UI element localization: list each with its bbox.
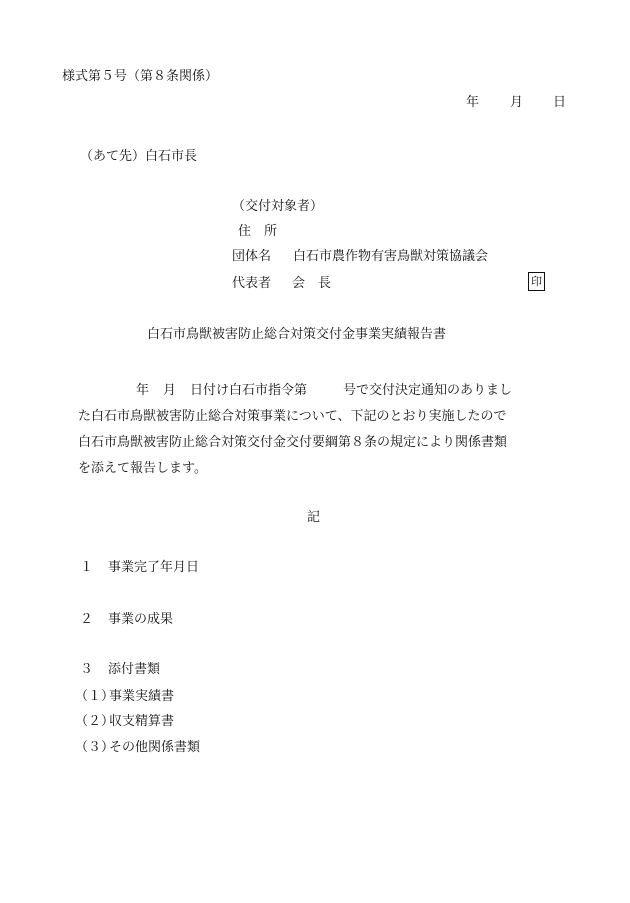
- item-number: ２: [80, 612, 94, 627]
- date-year-label: 年: [466, 95, 480, 110]
- attachment-item: [75, 740, 201, 755]
- attachment-number: （２）: [75, 714, 115, 729]
- form-number: 様式第５号（第８条関係）: [62, 69, 219, 84]
- rep-label: 代表者: [232, 276, 272, 291]
- body-line-1: [78, 378, 566, 404]
- attachment-label: 事業実績書: [109, 689, 175, 704]
- attachment-item: [75, 689, 175, 704]
- body-year-label: 年: [136, 383, 150, 398]
- body-month-label: 月: [163, 383, 177, 398]
- applicant-heading: （交付対象者）: [232, 199, 324, 214]
- applicant-representative: [232, 276, 332, 291]
- seal-mark: 印: [528, 272, 545, 291]
- attachment-number: （３）: [75, 740, 115, 755]
- org-value: 白石市農作物有害鳥獣対策協議会: [293, 249, 489, 264]
- item-number: ３: [80, 662, 94, 677]
- body-line-2: た白石市鳥獣被害防止総合対策事業について、下記のとおり実施したので: [78, 409, 507, 424]
- ki-heading: 記: [307, 510, 321, 525]
- body-line-3: 白石市鳥獣被害防止総合対策交付金交付要綱第８条の規定により関係書類: [78, 435, 508, 450]
- item-label: 事業完了年月日: [108, 560, 200, 575]
- applicant-address-label: 住 所: [238, 224, 278, 239]
- document-title: 白石市鳥獣被害防止総合対策交付金事業実績報告書: [147, 327, 447, 342]
- list-item: [80, 612, 174, 627]
- org-label: 団体名: [232, 249, 272, 264]
- attachment-item: [75, 714, 175, 729]
- body-paragraph: [78, 378, 566, 482]
- applicant-organization: [232, 249, 489, 264]
- body-line-4: を添えて報告します。: [78, 461, 207, 476]
- rep-value: 会 長: [292, 276, 332, 291]
- date-month-label: 月: [510, 95, 524, 110]
- body-line-1-suffix: 号で交付決定通知のありまし: [343, 383, 513, 398]
- body-line-1-prefix: 日付け白石市指令第: [190, 383, 308, 398]
- addressee: （あて先）白石市長: [80, 149, 198, 164]
- item-label: 添付書類: [108, 662, 161, 677]
- item-label: 事業の成果: [108, 612, 174, 627]
- list-item: [80, 662, 161, 677]
- item-number: １: [80, 560, 94, 575]
- date-day-label: 日: [553, 95, 567, 110]
- attachment-label: 収支精算書: [109, 714, 175, 729]
- attachment-label: その他関係書類: [109, 740, 201, 755]
- list-item: [80, 560, 200, 575]
- attachment-number: （１）: [75, 689, 115, 704]
